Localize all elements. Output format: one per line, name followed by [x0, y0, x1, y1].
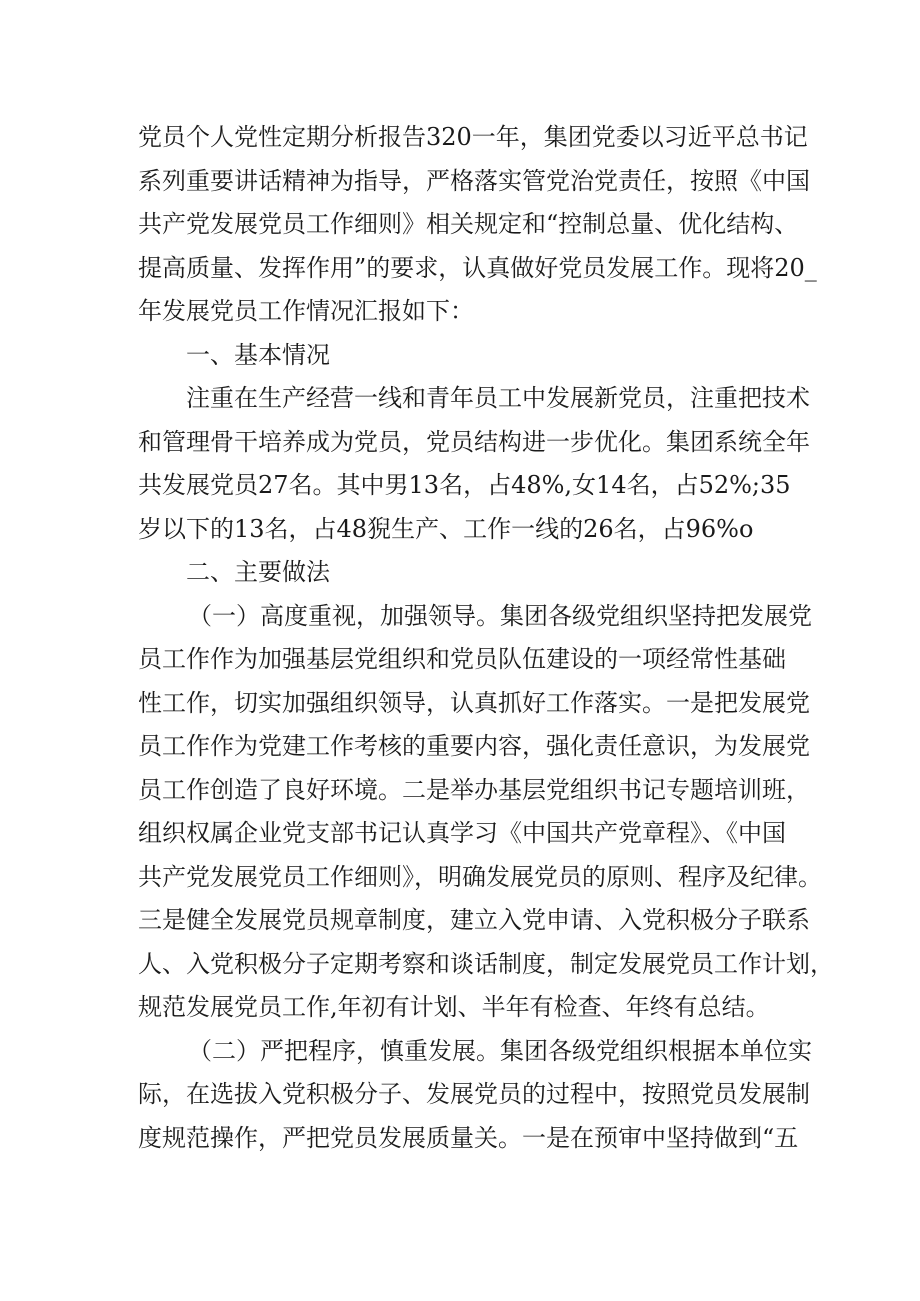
practice-1-line-7: 共产党发展党员工作细则》，明确发展党员的原则、程序及纪律。 [138, 862, 822, 891]
basic-line-4: 岁以下的13名，占48猊生产、工作一线的26名，占96%o [138, 514, 754, 543]
practice-2-line-1: （二）严把程序，慎重发展。集团各级党组织根据本单位实 [188, 1036, 812, 1065]
document-body [138, 116, 834, 1160]
section-heading-basic: 一、基本情况 [186, 340, 330, 369]
basic-line-2: 和管理骨干培养成为党员，党员结构进一步优化。集团系统全年 [138, 427, 810, 456]
intro-line-5: 年发展党员工作情况汇报如下： [138, 297, 474, 325]
practice-1-line-10: 规范发展党员工作,年初有计划、半年有检查、年终有总结。 [138, 993, 770, 1021]
section-heading-practices: 二、主要做法 [186, 558, 330, 586]
practice-2-line-3: 度规范操作，严把党员发展质量关。一是在预审中坚持做到“五 [138, 1123, 799, 1152]
practice-1-line-1: （一）高度重视，加强领导。集团各级党组织坚持把发展党 [188, 601, 812, 630]
practice-1-line-4: 员工作作为党建工作考核的重要内容，强化责任意识，为发展党 [138, 732, 810, 760]
intro-line-2: 系列重要讲话精神为指导，严格落实管党治党责任，按照《中国 [138, 166, 810, 195]
practice-2-line-2: 际，在选拔入党积极分子、发展党员的过程中，按照党员发展制 [138, 1080, 810, 1108]
practice-1-line-6: 组织权属企业党支部书记认真学习《中国共产党章程》、《中国 [138, 819, 786, 847]
practice-1-line-3: 性工作，切实加强组织领导，认真抓好工作落实。一是把发展党 [138, 688, 810, 717]
practice-1-line-8: 三是健全发展党员规章制度，建立入党申请、入党积极分子联系 [138, 906, 810, 934]
practice-1-line-9: 人、入党积极分子定期考察和谈话制度，制定发展党员工作计划， [138, 949, 834, 978]
basic-line-1: 注重在生产经营一线和青年员工中发展新党员，注重把技术 [186, 384, 810, 412]
intro-line-3: 共产党发展党员工作细则》相关规定和“控制总量、优化结构、 [138, 210, 799, 238]
practice-1-line-5: 员工作创造了良好环境。二是举办基层党组织书记专题培训班， [138, 775, 810, 804]
practice-1-line-2: 员工作作为加强基层党组织和党员队伍建设的一项经常性基础 [138, 645, 786, 673]
intro-line-4: 提高质量、发挥作用”的要求，认真做好党员发展工作。现将20_ [138, 253, 817, 282]
basic-line-3: 共发展党员27名。其中男13名，占48%,女14名，占52%;35 [138, 471, 791, 499]
intro-line-1: 党员个人党性定期分析报告320一年，集团党委以习近平总书记 [138, 123, 808, 151]
